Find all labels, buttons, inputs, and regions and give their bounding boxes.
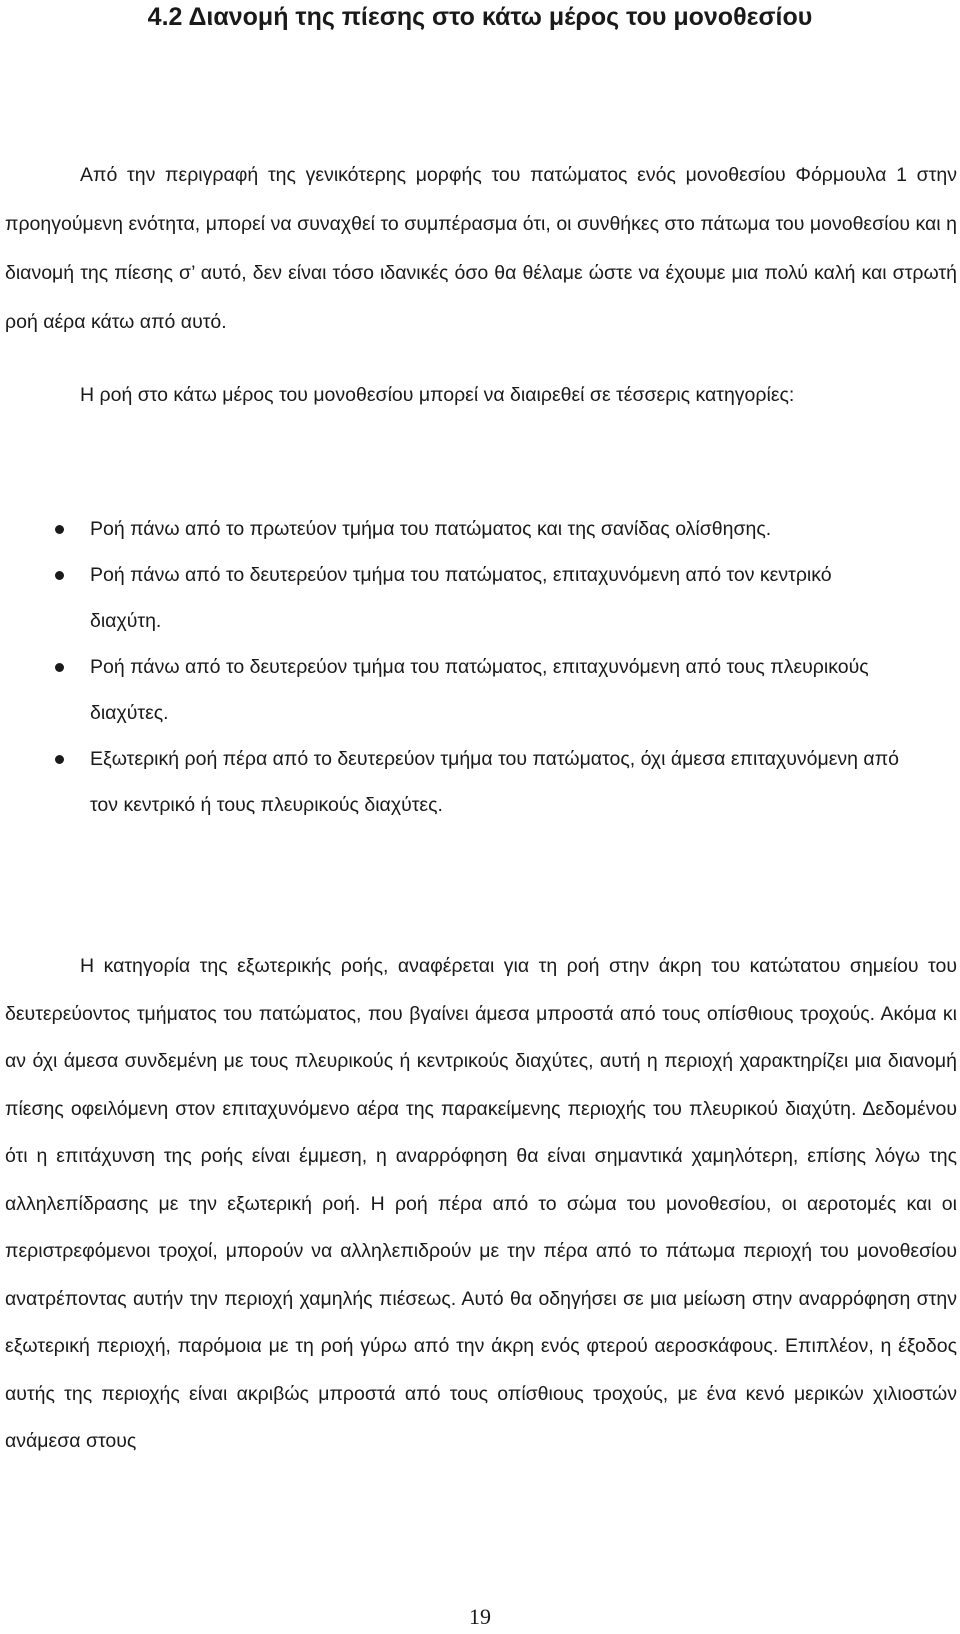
paragraph-categories <box>5 371 957 420</box>
paragraph-intro-text: Από την περιγραφή της γενικότερης μορφής του πατώματος ενός μονοθεσίου Φόρμουλα 1 στην προηγούμενη ενότητα, μπορεί να συναχθεί το συμπέρασμα ότι, οι συνθήκες στο πάτωμα του μονοθεσίου και η διανομή της πίεσης σ’ αυτό, δεν είναι τόσο ιδανικές όσο θα θέλαμε ώστε να έχουμε μια πολύ καλή και στρωτή ροή αέρα κάτω από αυτό. <box>5 164 957 333</box>
bullet-icon <box>55 755 64 764</box>
bullet-icon <box>55 525 64 534</box>
list-item <box>0 736 960 828</box>
list-item-text: Ροή πάνω από το δευτερεύον τμήμα του πατώματος, επιταχυνόμενη από τους πλευρικούς διαχύτες. <box>90 656 869 724</box>
list-item <box>0 506 960 552</box>
paragraph-external-flow <box>5 943 957 1466</box>
category-list <box>0 506 960 828</box>
paragraph-categories-text: Η ροή στο κάτω μέρος του μονοθεσίου μπορεί να διαιρεθεί σε τέσσερις κατηγορίες: <box>80 384 795 406</box>
list-item-text: Ροή πάνω από το δευτερεύον τμήμα του πατώματος, επιταχυνόμενη από τον κεντρικό διαχύτη. <box>90 564 832 632</box>
section-heading: 4.2 Διανομή της πίεσης στο κάτω μέρος του μονοθεσίου <box>147 3 813 31</box>
list-item <box>0 552 960 644</box>
list-item <box>0 644 960 736</box>
bullet-icon <box>55 571 64 580</box>
paragraph-intro <box>5 151 957 347</box>
list-item-text: Εξωτερική ροή πέρα από το δευτερεύον τμήμα του πατώματος, όχι άμεσα επιταχυνόμενη από τον κεντρικό ή τους πλευρικούς διαχύτες. <box>90 748 900 816</box>
page-number: 19 <box>469 1604 491 1629</box>
bullet-icon <box>55 663 64 672</box>
paragraph-external-flow-text: Η κατηγορία της εξωτερικής ροής, αναφέρεται για τη ροή στην άκρη του κατώτατου σημείου του δευτερεύοντος τμήματος του πατώματος, που βγαίνει άμεσα μπροστά από τους οπίσθιους τροχούς. Ακόμα κι αν όχι άμεσα συνδεμένη με τους πλευρικούς ή κεντρικούς διαχύτες, αυτή η περιοχή χαρακτηρίζει μια διανομή πίεσης οφειλόμενη στον επιταχυνόμενο αέρα της παρακείμενης περιοχής του πλευρικού διαχύτη. Δεδομένου ότι η επιτάχυνση της ροής είναι έμμεση, η αναρρόφηση θα είναι σημαντικά χαμηλότερη, επίσης λόγω της αλληλεπίδρασης με την εξωτερική ροή. Η ροή πέρα από το σώμα του μονοθεσίου, οι αεροτομές και οι περιστρεφόμενοι τροχοί, μπορούν να αλληλεπιδρούν με την πέρα από το πάτωμα περιοχή του μονοθεσίου ανατρέποντας αυτήν την περιοχή χαμηλής πιέσεως. Αυτό θα οδηγήσει σε μια μείωση στην αναρρόφηση στην εξωτερική περιοχή, παρόμοια με τη ροή γύρω από την άκρη ενός φτερού αεροσκάφους. Επιπλέον, η έξοδος αυτής της περιοχής είναι ακριβώς μπροστά από τους οπίσθιους τροχούς, με ένα κενό μερικών χιλιοστών ανάμεσα στους <box>5 955 957 1452</box>
list-item-text: Ροή πάνω από το πρωτεύον τμήμα του πατώματος και της σανίδας ολίσθησης. <box>90 518 772 540</box>
